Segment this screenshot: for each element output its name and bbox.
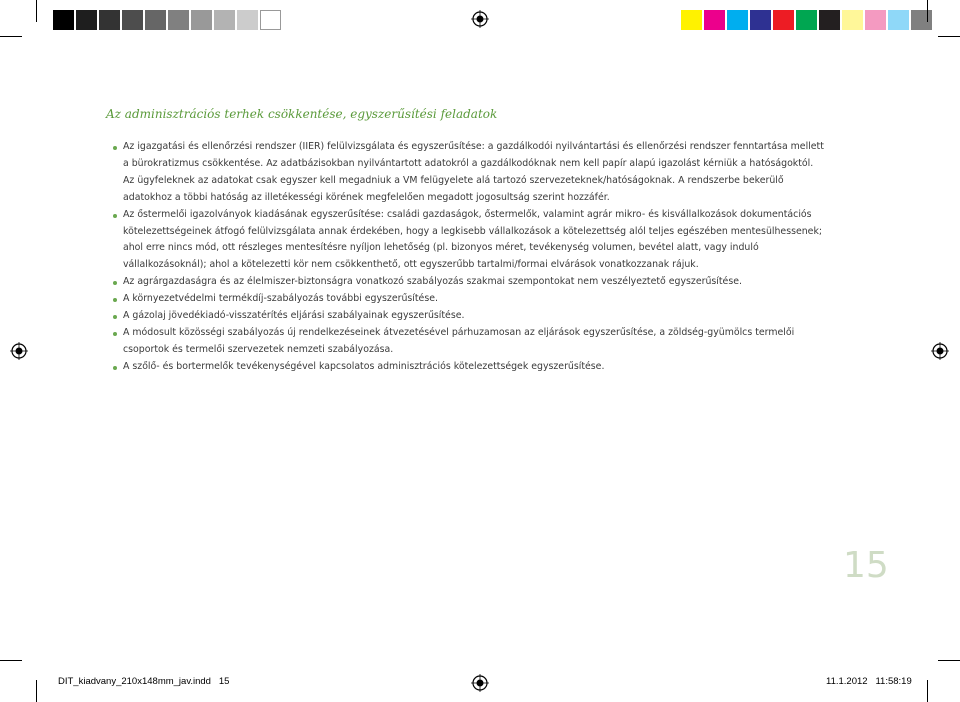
color-swatch [796, 10, 817, 30]
grayscale-bar [53, 10, 283, 30]
slug-filename: DIT_kiadvany_210x148mm_jav.indd 15 [58, 676, 230, 687]
slug-timestamp: 11.1.2012 11:58:19 [826, 676, 912, 687]
gray-swatch [99, 10, 120, 30]
color-swatch [773, 10, 794, 30]
list-item: A gázolaj jövedékiadó-visszatérítés eljárási szabályainak egyszerűsítése. [110, 308, 825, 325]
registration-mark-top-icon [471, 10, 489, 28]
color-swatch [888, 10, 909, 30]
crop-mark-bottom-left-v [36, 680, 37, 702]
crop-mark-top-left-v [36, 0, 37, 22]
color-swatch [681, 10, 702, 30]
gray-swatch [76, 10, 97, 30]
crop-mark-top-right-h [938, 36, 960, 37]
registration-mark-left-icon [10, 342, 28, 360]
crop-mark-bottom-right-v [927, 680, 928, 702]
list-item: A környezetvédelmi termékdíj-szabályozás további egyszerűsítése. [110, 291, 825, 308]
registration-mark-right-icon [931, 342, 949, 360]
list-item: Az igazgatási és ellenőrzési rendszer (IIER) felülvizsgálata és egyszerűsítése: a gazdálkodói nyilvántartási és ellenőrzési rendszer fenntartása mellett a bürokratizmus csökkentése. Az adatbázisokban nyilvántartott adatokról a gazdálkodóknak nem kell papír alapú igazolást kérniük a hatóságoktól. Az ügyfeleknek az adatokat csak egyszer kell megadniuk a VM felügyelete alá tartozó szervezeteknek/hatóságoknak. A rendszerbe bekerülő adatokhoz a többi hatóság az illetékességi körének megfelelően megadott jogosultság szerint hozzáfér. [110, 139, 825, 207]
color-swatch [865, 10, 886, 30]
page-number: 15 [843, 545, 889, 586]
gray-swatch [237, 10, 258, 30]
gray-swatch [260, 10, 281, 30]
gray-swatch [145, 10, 166, 30]
list-item: Az agrárgazdaságra és az élelmiszer-biztonságra vonatkozó szabályozás szakmai szempontokat nem veszélyeztető egyszerűsítése. [110, 274, 825, 291]
crop-mark-top-right-v [927, 0, 928, 22]
gray-swatch [53, 10, 74, 30]
list-item: Az őstermelői igazolványok kiadásának egyszerűsítése: családi gazdaságok, őstermelők, valamint agrár mikro- és kisvállalkozások dokumentációs kötelezettségeinek átfogó felülvizsgálata annak érdekében, hogy a legkisebb vállalkozások a kötelezettség alól teljes egészében mentesülhessenek; ahol erre nincs mód, ott részleges mentesítésre nyíljon lehetőség (pl. bizonyos méret, tevékenység volumen, bevétel alatt, vagy induló vállalkozásoknál); ahol a kötelezetti kör nem csökkenthető, ott egyszerűbb tartalmi/formai elvárások vonatkozzanak rájuk. [110, 207, 825, 275]
registration-mark-bottom-icon [471, 674, 489, 692]
crop-mark-top-left-h [0, 36, 22, 37]
color-bar [681, 10, 934, 30]
list-item: A módosult közösségi szabályozás új rendelkezéseinek átvezetésével párhuzamosan az eljárások egyszerűsítése, a zöldség-gyümölcs termelői csoportok és termelői szervezetek nemzeti szabályozása. [110, 325, 825, 359]
color-swatch [911, 10, 932, 30]
color-swatch [750, 10, 771, 30]
bullet-list [110, 139, 825, 376]
gray-swatch [168, 10, 189, 30]
gray-swatch [122, 10, 143, 30]
list-item: A szőlő- és bortermelők tevékenységével kapcsolatos adminisztrációs kötelezettségek egyszerűsítése. [110, 359, 825, 376]
section-heading: Az adminisztrációs terhek csökkentése, egyszerűsítési feladatok [106, 107, 498, 121]
color-swatch [727, 10, 748, 30]
color-swatch [842, 10, 863, 30]
crop-mark-bottom-left-h [0, 660, 22, 661]
gray-swatch [214, 10, 235, 30]
gray-swatch [191, 10, 212, 30]
color-swatch [819, 10, 840, 30]
color-swatch [704, 10, 725, 30]
crop-mark-bottom-right-h [938, 660, 960, 661]
